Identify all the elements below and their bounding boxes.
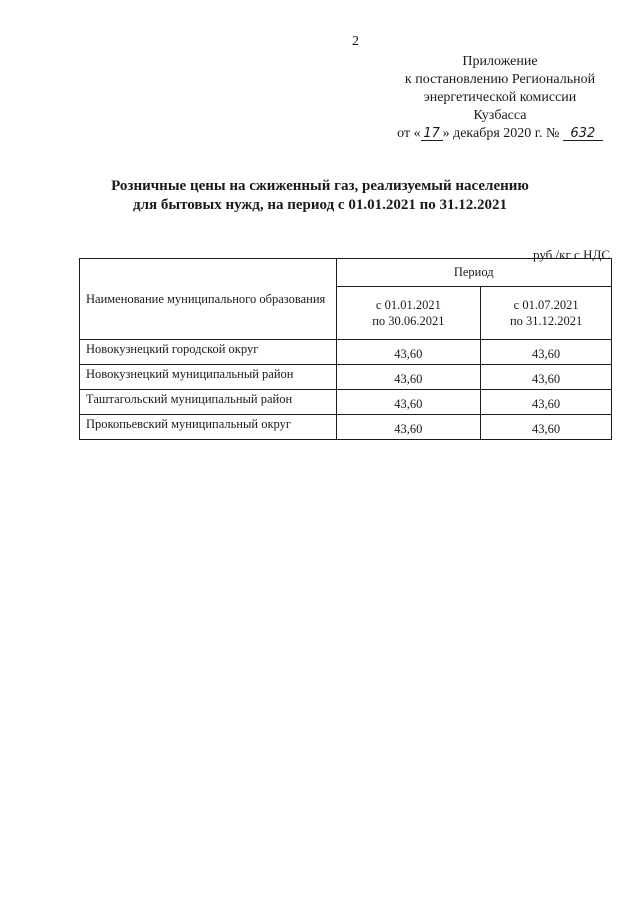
period-header: Период	[336, 259, 612, 287]
period-2-to: по 31.12.2021	[509, 314, 583, 328]
page-number: 2	[352, 34, 359, 49]
region-name: Новокузнецкий городской округ	[80, 340, 337, 365]
table-row	[80, 415, 612, 440]
table-row	[80, 365, 612, 390]
appendix-line-4: Кузбасса	[473, 108, 527, 123]
table-row	[80, 340, 612, 365]
appendix-line-1: Приложение	[462, 54, 538, 69]
period-2-header	[481, 287, 612, 340]
price-period-1: 43,60	[336, 365, 481, 390]
title-line-2: для бытовых нужд, на период с 01.01.2021 по 31.12.2021	[133, 197, 507, 213]
table-header-row	[80, 259, 612, 287]
date-middle: » декабря 2020 г. №	[442, 126, 560, 141]
price-table	[79, 258, 612, 440]
name-column-header: Наименование муниципального образования	[80, 259, 337, 340]
price-period-2: 43,60	[481, 390, 612, 415]
table-row	[80, 390, 612, 415]
handwritten-day: 17	[421, 127, 443, 141]
region-name: Прокопьевский муниципальный округ	[80, 415, 337, 440]
unit-label: руб./кг с НДС	[533, 247, 610, 262]
handwritten-number: 632	[563, 127, 603, 141]
price-period-1: 43,60	[336, 340, 481, 365]
period-1-to: по 30.06.2021	[372, 314, 445, 328]
appendix-header	[380, 53, 620, 143]
region-name: Таштагольский муниципальный район	[80, 390, 337, 415]
price-period-2: 43,60	[481, 365, 612, 390]
price-period-1: 43,60	[336, 390, 481, 415]
appendix-line-2: к постановлению Региональной	[404, 72, 596, 87]
appendix-line-3: энергетической комиссии	[423, 90, 577, 105]
price-period-2: 43,60	[481, 415, 612, 440]
price-period-1: 43,60	[336, 415, 481, 440]
price-period-2: 43,60	[481, 340, 612, 365]
period-2-from: с 01.07.2021	[513, 298, 579, 312]
title-line-1: Розничные цены на сжиженный газ, реализуемый населению	[111, 178, 529, 194]
period-1-from: с 01.01.2021	[375, 298, 441, 312]
region-name: Новокузнецкий муниципальный район	[80, 365, 337, 390]
document-title	[60, 177, 580, 215]
period-1-header	[336, 287, 481, 340]
appendix-date-line	[380, 125, 620, 143]
date-prefix: от «	[397, 126, 421, 141]
